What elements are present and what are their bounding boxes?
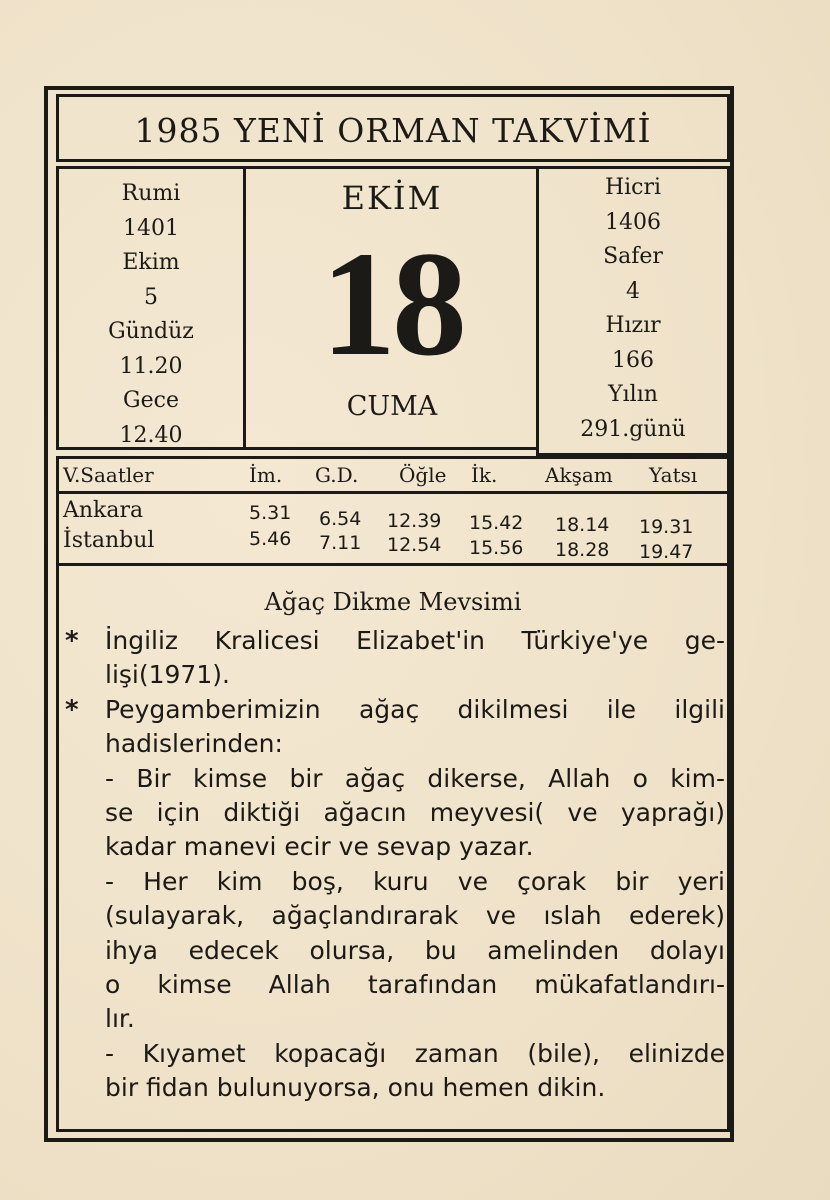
rumi-year: 1401 <box>123 215 179 241</box>
time-cell: 15.42 <box>469 512 524 534</box>
hicri-month: Safer <box>603 244 663 269</box>
bullet-1: * <box>65 626 79 656</box>
note-line: İngiliz Kralicesi Elizabet'in Türkiye'ye ge- <box>105 626 725 655</box>
time-cell: 19.47 <box>639 541 694 563</box>
page-title: 1985 YENİ ORMAN TAKVİMİ <box>134 111 652 150</box>
time-cell: 5.46 <box>249 528 292 550</box>
note-line: - Bir kimse bir ağaç dikerse, Allah o kim- <box>105 763 725 793</box>
hizir-label: Hızır <box>605 313 661 338</box>
time-cell: 15.56 <box>469 537 524 559</box>
rumi-label: Rumi <box>121 181 181 206</box>
date-center <box>246 166 538 450</box>
month-name: EKİM <box>341 179 443 217</box>
night-label: Gece <box>123 388 179 413</box>
header-aksam: Akşam <box>545 463 613 487</box>
hicri-year: 1406 <box>605 209 661 235</box>
hicri-label: Hicri <box>604 175 662 200</box>
daytime-value: 11.20 <box>119 353 183 379</box>
time-cell: 12.39 <box>387 510 442 532</box>
time-cell: 12.54 <box>387 534 442 556</box>
time-cell: 6.54 <box>319 508 362 530</box>
prayer-times-table <box>56 494 730 566</box>
rumi-day: 5 <box>144 284 158 310</box>
note-line: (sulayarak, ağaçlandırarak ve ıslah ederek) <box>105 901 725 931</box>
time-cell: 19.31 <box>639 516 694 538</box>
weekday-name: CUMA <box>346 391 438 422</box>
note-line: hadislerinden: <box>105 729 283 759</box>
note-line: kadar manevi ecir ve sevap yazar. <box>105 832 534 862</box>
rumi-column <box>56 166 246 450</box>
time-cell: 18.28 <box>555 539 610 561</box>
hicri-day: 4 <box>626 278 640 304</box>
prayer-times-header <box>56 456 730 494</box>
header-yatsi: Yatsı <box>649 463 698 487</box>
city-ankara: Ankara <box>63 498 144 523</box>
time-cell: 7.11 <box>319 532 362 554</box>
rumi-month: Ekim <box>122 250 180 275</box>
note-line: o kimse Allah tarafından mükafatlandırı- <box>105 970 725 1000</box>
time-cell: 18.14 <box>555 514 610 536</box>
note-line: se için diktiği ağacın meyvesi( ve yaprağı) <box>105 798 725 828</box>
list-item <box>65 624 725 693</box>
note-line: lişi(1971). <box>105 660 230 690</box>
header-gunes: G.D. <box>315 463 359 487</box>
hizir-value: 166 <box>612 347 654 373</box>
year-day-label: Yılın <box>608 382 658 407</box>
note-line: Peygamberimizin ağaç dikilmesi ile ilgili <box>105 694 725 724</box>
hicri-column <box>536 166 730 456</box>
daytime-label: Gündüz <box>108 319 194 344</box>
note-line: - Kıyamet kopacağı zaman (bile), elinizde <box>105 1038 725 1068</box>
note-box <box>56 566 730 1132</box>
year-day-value: 291.günü <box>580 416 686 442</box>
title-box <box>56 94 730 162</box>
header-ikindi: İk. <box>471 463 498 487</box>
note-line: ihya edecek olursa, bu amelinden dolayı <box>105 935 725 965</box>
time-cell: 5.31 <box>249 502 292 524</box>
note-heading: Ağaç Dikme Mevsimi <box>264 588 522 616</box>
bullet-2: * <box>65 694 79 725</box>
prayer-times-label: V.Saatler <box>63 463 154 487</box>
note-line: bir fidan bulunuyorsa, onu hemen dikin. <box>105 1073 606 1103</box>
header-imsak: İm. <box>249 463 283 487</box>
night-value: 12.40 <box>119 422 183 448</box>
note-line: lır. <box>105 1004 135 1034</box>
list-item <box>65 693 725 1106</box>
day-number: 18 <box>321 221 463 387</box>
note-body <box>65 624 725 1106</box>
note-line: - Her kim boş, kuru ve çorak bir yeri <box>105 866 725 896</box>
header-ogle: Öğle <box>399 463 447 487</box>
city-istanbul: İstanbul <box>63 528 155 553</box>
